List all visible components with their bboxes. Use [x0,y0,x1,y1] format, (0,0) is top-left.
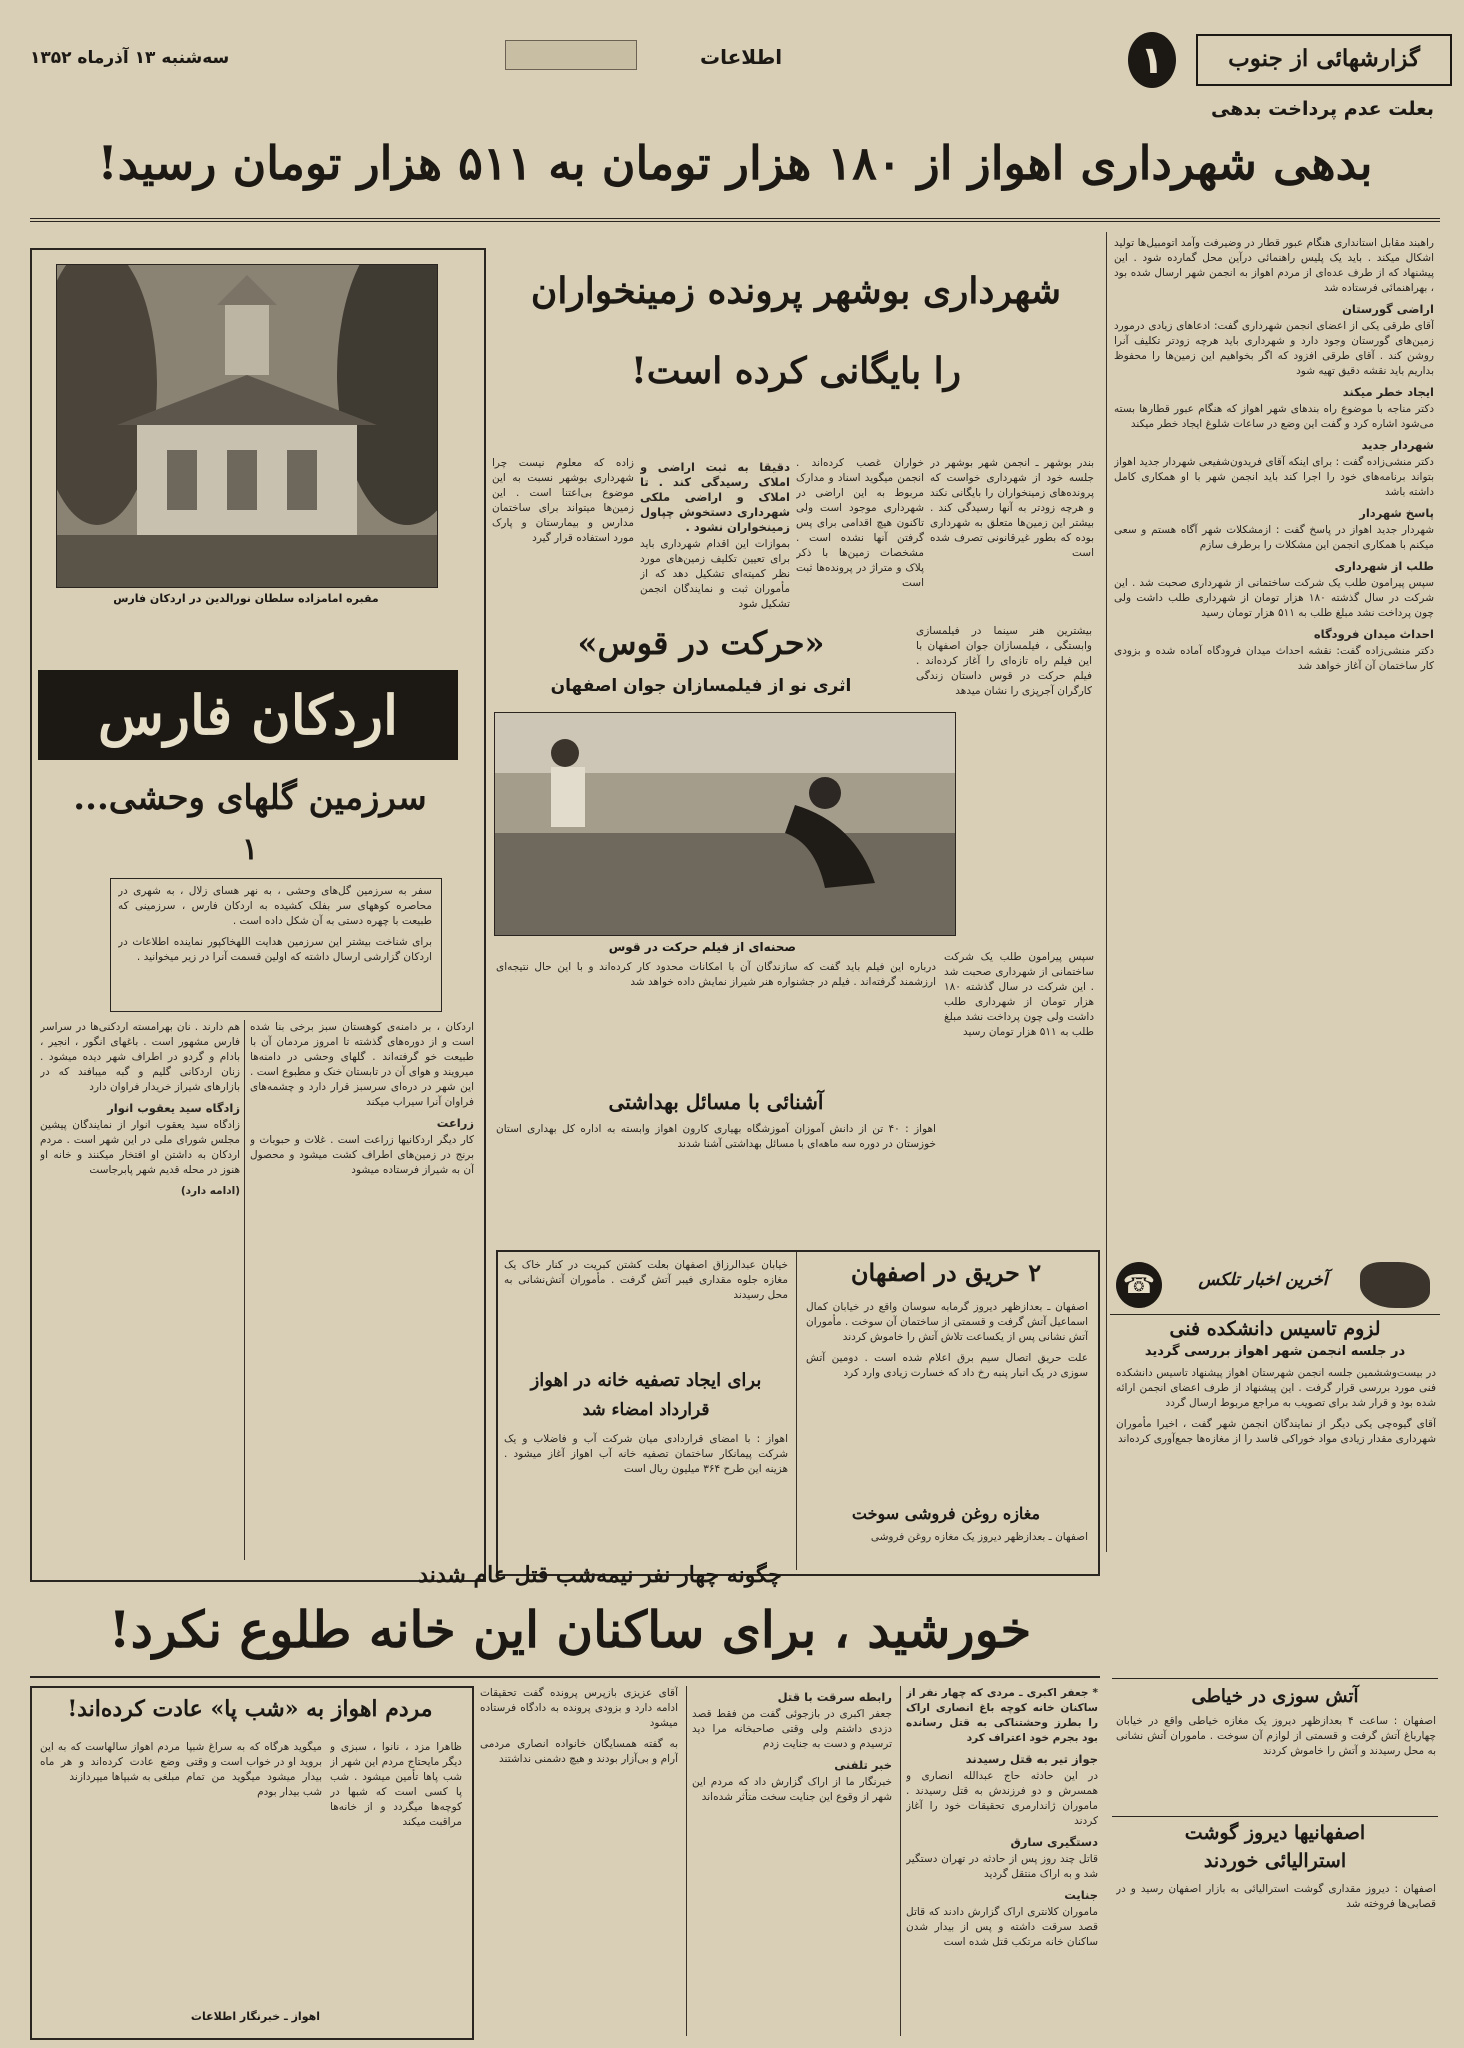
film-col-text [916,624,1092,934]
film-col-text-2 [496,960,936,1080]
lead-text-3: دکتر مناجه با موضوع راه بندهای شهر اهواز که هنگام عبور قطارها بسته می‌شود اشاره کرد و گفت این وضع در ساعات شلوغ ایجاد خطر میکند [1114,403,1434,430]
lead-text-repeat: سپس پیرامون طلب یک شرکت ساختمانی از شهرداری صحبت شد . این شرکت در سال گذشته ۱۸۰ هزار تومان از شهرداری طلب داشت ولی چون پرداخت نشد مبلغ طلب به ۵۱۱ هزار تومان رسید [944,951,1094,1038]
section-title: گزارشهائی از جنوب [1228,45,1420,72]
fire-tailor-title: آتش سوزی در خیاطی [1191,1686,1359,1707]
section-title-box [1196,34,1452,86]
murder-text-5: جعفر اکبری در بازجوئی گفت من فقط قصد دزدی داشتم ولی وقتی صاحبخانه مرا دید ترسیدم و دست به جنایت زدم [692,1708,892,1750]
telex-text-2: آقای گیوه‌چی یکی دیگر از نمایندگان انجمن شهر گفت ، اخیرا مأموران شهرداری مقدار زیادی مواد خوراکی فاسد را از مغازه‌ها جمع‌آوری کرده‌اند [1116,1418,1436,1445]
ardakan-col-right [250,1020,474,1560]
film-text-2: درباره این فیلم باید گفت که سازندگان آن با امکانات محدود کار کرده‌اند و با این حال نتیجه‌ای ارزشمند گرفته‌اند . فیلم در جشنواره هنر شیراز نمایش داده خواهد شد [496,961,936,988]
ardakan-title: سرزمین گلهای وحشی... [73,778,427,818]
ardakan-intro [118,884,432,1008]
paper-name: اطلاعات [700,45,783,69]
film-subtitle: اثری نو از فیلمسازان جوان اصفهان [550,676,852,696]
bushehr-text-3: بموازات این اقدام شهرداری باید برای تعیین تکلیف زمین‌های مورد نظر کمیته‌ای تشکیل دهد که از مأموران ثبت و نمایندگان انجمن تشکیل شود [640,538,790,610]
lead-continued-mid [944,950,1094,1240]
isfahan-text-3: اصفهان ـ بعدازظهر دیروز یک مغازه روغن فروشی [870,1531,1088,1543]
bushehr-col-3 [640,456,790,626]
ardakan-intro-text: سفر به سرزمین گل‌های وحشی ، به نهر هسای زلال ، به شهری در محاصره کوههای سر بفلک کشیده به اردکان فارس ، سرزمینی که طبیعت با چهره دستی به آن شکل داده است . [118,885,432,927]
bushehr-headline-2: را بایگانی کرده است! [630,350,962,392]
ardakan-continued: (ادامه دارد) [180,1185,240,1197]
isfahan-oil-text-col [806,1530,1088,1566]
treatment-top-col [504,1258,788,1358]
health-text-col [496,1122,936,1222]
bushehr-col-4 [492,456,634,626]
telex-text-col [1116,1366,1436,1672]
ardakan-intro-text-2: برای شناخت بیشتر این سرزمین هدایت اللهخاکپور نماینده اطلاعات در اردکان گزارشی ارسال داشته که اولین قسمت آنرا در زیر میخوانید . [118,936,432,963]
murder-text-7: آقای عزیزی بازپرس پرونده گفت تحقیقات ادامه دارد و بزودی پرونده به دادگاه فرستاده میشود [480,1687,678,1729]
telephone-icon: ☎ [1116,1262,1162,1308]
lead-text-7: دکتر منشی‌زاده گفت: نقشه احداث میدان فرودگاه آماده شده و بزودی کار ساختمان آن آغاز خواهد شد [1114,645,1434,672]
ardakan-banner [38,670,458,760]
lead-text-4: دکتر منشی‌زاده گفت : برای اینکه آقای فریدون‌شفیعی شهردار جدید اهواز بتواند برنامه‌های خود را اجرا کند باید انجمن شهر با او همکاری کامل داشته باشد [1114,456,1434,498]
lead-text-1: راهبند مقابل استانداری هنگام عبور قطار در وضیرفت وآمد اتومبیل‌ها تولید اشکال میکند . باید یک پلیس راهنمائی درآین محل گمارده شود . این پیشنهاد که از طرف عده‌ای از مردم اهواز به انجمن شهر ارسال شده بود ، بهراهنمائی فرستاده شد [1114,237,1434,294]
health-text: اهواز : ۴۰ تن از دانش آموزان آموزشگاه بهیاری کارون اهواز وابسته به اداره کل بهداری استان خوزستان در دوره سه ماهه‌ای با مسائل بهداشتی آشنا شدند [496,1123,936,1150]
lead-subhead-6: احداث میدان فرودگاه [1313,627,1434,641]
habit-title: مردم اهواز به «شب پا» عادت کرده‌اند! [67,1696,433,1722]
lead-kicker: بعلت عدم پرداخت بدهی [1211,98,1434,120]
ardakan-subhead-2: زراعت [436,1116,474,1130]
lead-subhead-5: طلب از شهرداری [1334,559,1434,573]
lead-subhead-4: پاسخ شهردار [1359,506,1434,520]
lead-text-5: شهردار جدید اهواز در پاسخ گفت : ازمشکلات شهر آگاه هستم و سعی میکنم با همکاری انجمن این مشکلات را برطرف سازم [1114,524,1434,551]
bushehr-text-2: خواران غصب کرده‌اند . انجمن میگوید اسناد و مدارک مربوط به این اراضی در شهرداری موجود است ولی تاکنون هیچ اقدامی برای پس گرفتن آنها نشده است . مشخصات زمین‌ها با ذکر پلاک و متراژ در پرونده‌ها ثبت است [796,457,924,589]
murder-text-8: به گفته همسایگان خانواده انصاری مردمی آرام و بی‌آزار بودند و هیچ دشمنی نداشتند [480,1738,678,1765]
isfahan-text-1: اصفهان ـ بعدازظهر دیروز گرمابه سوسان واقع در خیابان کمال اسماعیل آتش گرفت و قسمتی از ساختمان آن سوخت . مأموران آتش نشانی پس از یکساعت تلاش آتش را خاموش کردند [806,1301,1088,1343]
fire-tailor-text-col [1116,1714,1436,1814]
treatment-top-text: خیابان عبدالرزاق اصفهان بعلت کشتن کبریت در کنار خاک یک مغازه جلوه مقداری فیبر آتش گرفت . مأموران آتش‌نشانی به محل رسیدند [504,1259,788,1301]
lead-subhead-2: ایجاد خطر میکند [1342,385,1434,399]
telex-header: آخرین اخبار تلکس [1198,1270,1328,1290]
film-caption: صحنه‌ای از فیلم حرکت در قوس [608,940,796,954]
lead-text-2: آقای طرقی یکی از اعضای انجمن شهرداری گفت: ادعاهای زیادی درمورد زمین‌های گورستان وجود دارد و شهرداری باید هرچه زودتر تکلیف آنرا روشن کند . آقای طرقی افزود که اگر بخواهیم این زمین‌ها را محفوظ بداریم باید نقشه دقیق تهیه شود [1114,320,1434,377]
shrine-photo [56,264,438,588]
fire-tailor-text: اصفهان : ساعت ۴ بعدازظهر دیروز یک مغازه خیاطی واقع در خیابان چهارباغ آتش گرفت و قسمتی از لوازم آن سوخت . ماموران آتش نشانی به محل رسیدند و آتش را خاموش کردند [1116,1715,1436,1757]
murder-subhead-5: خبر تلفنی [834,1758,892,1772]
murder-headline: خورشید ، برای ساکنان این خانه طلوع نکرد! [108,1600,1032,1659]
ardakan-subhead-1: زادگاه سید یعقوب انوار [107,1101,240,1115]
murder-kicker: چگونه چهار نفر نیمه‌شب قتل عام شدند [418,1562,782,1588]
film-still-image [495,713,955,935]
habit-col-1 [330,1740,462,2030]
murder-text-1: * جعفر اکبری ـ مردی که چهار نفر از ساکنان خانه کوچه باغ انصاری اراک را بطرز وحشتناکی به قتل رسانده بود بجرم خود اعتراف کرد [906,1687,1098,1744]
habit-col-2 [186,1740,322,2030]
lead-headline: بدهی شهرداری اهواز از ۱۸۰ هزار تومان به ۵۱۱ هزار تومان رسید! [97,136,1373,190]
murder-subhead-3: جنایت [1064,1888,1098,1902]
bushehr-text-4: زاده که معلوم نیست چرا شهرداری بوشهر نسبت به این موضوع بی‌اعتنا است . این زمین‌ها میتواند برای ساختمان مدارس و بیمارستان و پارک مورد استفاده قرار گیرد [492,457,634,544]
page-number: ۱ [1140,38,1164,82]
masthead [0,0,1464,90]
shrine-image [57,265,437,587]
habit-credit: اهواز ـ خبرنگار اطلاعات [190,2010,320,2023]
ardakan-col-4-text: کار دیگر اردکانیها زراعت است . غلات و حبوبات و برنج در زمین‌های اطراف کشت میشود و محصول آن به شیراز فرستاده میشود [250,1134,474,1176]
isfahan-fire-title: ۲ حریق در اصفهان [850,1258,1042,1287]
issue-date: سه‌شنبه ۱۳ آذرماه ۱۳۵۲ [30,48,230,68]
murder-col-3 [480,1686,678,2036]
iran-map-icon [1360,1262,1430,1308]
telex-title-1: لزوم تاسیس دانشکده فنی [1169,1318,1381,1340]
treatment-text-col [504,1432,788,1564]
shrine-photo-caption: مقبره امامزاده سلطان نورالدین در اردکان فارس [113,592,379,605]
murder-text-4: ماموران کلانتری اراک گزارش دادند که قاتل قصد سرقت داشته و پس از بیدار شدن ساکنان خانه مرتکب قتل شده است [906,1906,1098,1948]
lead-text-6: سپس پیرامون طلب یک شرکت ساختمانی از شهرداری صحبت شد . این شرکت در سال گذشته ۱۸۰ هزار تومان از شهرداری طلب داشت ولی چون پرداخت نشد مبلغ طلب به ۵۱۱ هزار تومان رسید [1114,577,1434,619]
murder-col-2 [692,1686,892,2036]
isfahan-oil-shop-title: مغازه روغن فروشی سوخت [851,1504,1041,1523]
meat-title-1: اصفهانیها دیروز گوشت [1184,1822,1366,1844]
lead-subhead-3: شهردار جدید [1361,438,1434,452]
meat-text: اصفهان : دیروز مقداری گوشت استرالیائی به بازار اصفهان رسید و در قصابی‌ها فروخته شد [1116,1883,1436,1910]
bushehr-col-2 [796,456,924,626]
murder-subhead-1: جواز تیر به قتل رسیدند [965,1752,1098,1766]
treatment-title-1: برای ایجاد تصفیه خانه در اهواز [530,1370,762,1391]
bushehr-subhead-1: دقیقا به ثبت اراضی و املاک رسیدگی کند . تا املاک و اراضی ملکی شهرداری دستخوش چپاول زمینخواران نشود . [640,460,790,534]
murder-col-1 [906,1686,1098,2036]
bushehr-text-1: بندر بوشهر ـ انجمن شهر بوشهر در جلسه خود از شهرداری خواست که پرونده‌های زمینخواران را بایگانی نکند و هرچه زودتر به آنها رسیدگی کند . بیشتر این زمین‌ها متعلق به شهرداری بوده که بطور غیرقانونی تصرف شده است [930,457,1094,559]
murder-text-6: خبرنگار ما از اراک گزارش داد که مردم این شهر از وقوع این جنایت سخت متأثر شده‌اند [692,1776,892,1803]
bushehr-headline-1: شهرداری بوشهر پرونده زمینخواران [530,270,1062,312]
isfahan-text-2: علت حریق اتصال سیم برق اعلام شده است . دومین آتش سوزی در یک انبار پنبه رخ داد که خسارت زیادی وارد کرد [806,1352,1088,1379]
murder-text-2: در این حادثه حاج عبدالله انصاری و همسرش و دو فرزندش به قتل رسیدند . ماموران ژاندارمری تحقیقات خود را آغاز کردند [906,1770,1098,1827]
ardakan-col-left [40,1020,240,1560]
page-number-badge [1128,32,1176,88]
ardakan-col-2-text: هم دارند . نان بهرامسته اردکنی‌ها در سراسر فارس مشهور است . باغهای انگور ، انجیر ، بادام و گردو در اطراف شهر دیده میشود . زنان اردکانی گلیم و گبه میبافند که در بازارهای شیراز خریدار فراوان دارد [40,1021,240,1093]
habit-text-2: میگوید هرگاه که به سراغ شبپا بروید او در خواب است و وقتی بیدار میشود میگوید من تمام شب بیدار بودم [186,1741,322,1798]
habit-col-3 [40,1740,180,2000]
murder-text-3: قاتل چند روز پس از حادثه در تهران دستگیر شد و به اراک منتقل گردید [906,1853,1098,1880]
habit-text-3: مردم اهواز سالهاست که به این وضع عادت کرده‌اند و هر ماه مبلغی به شبپاها میپردازند [40,1741,180,1783]
habit-text-1: ظاهرا مزد ، نانوا ، سبزی و دیگر مایحتاج مردم این شهر از شب پاها تأمین میشود . شب پا کسی است که شبها در کوچه‌ها میگردد و از خانه‌ها مراقبت میکند [330,1741,462,1828]
treatment-title-2: قرارداد امضاء شد [582,1400,710,1420]
telex-text-1: در بیست‌وششمین جلسه انجمن شهرستان اهواز پیشنهاد تاسیس دانشکده فنی مورد بررسی قرار گرفت . این پیشنهاد از طرف اعضای انجمن ارائه شده بود و قرار شد برای تصویب به مراجع مربوط ارسال گردد [1116,1367,1436,1409]
murder-subhead-2: دستگیری سارق [1010,1835,1098,1849]
ardakan-col-3-text: زادگاه سید یعقوب انوار از نمایندگان پیشین مجلس شورای ملی در این شهر است . مردم اردکان به داشتن او افتخار میکنند و خانه او هنوز در محله قدیم شهر پابرجاست [40,1119,240,1176]
ardakan-banner-text: اردکان فارس [97,683,398,747]
telex-header-box [1110,1256,1440,1315]
film-title: «حرکت در قوس» [577,624,825,662]
meat-text-col [1116,1882,1436,2032]
film-still [494,712,956,936]
murder-subhead-4: رابطه سرقت با قتل [777,1690,892,1704]
ardakan-col-1-text: اردکان ، بر دامنه‌ی کوهستان سبز برخی بنا شده است و از دوره‌های گذشته تا امروز مردمان آن با طبیعت خو گرفته‌اند . گلهای وحشی در دامنه‌ها میرویند و هوای آن در تابستان خنک و مطبوع است . این شهر در دره‌ای سرسبز قرار دارد و چشمه‌های فراوان آنرا سیراب میکند [250,1021,474,1108]
lead-subhead-1: اراضی گورستان [1342,302,1434,316]
treatment-text: اهواز : با امضای قراردادی میان شرکت آب و فاضلاب و یک شرکت پیمانکار ساختمان تصفیه خانه آب اهواز آغاز میشود . هزینه این طرح ۳۶۴ میلیون ریال است [504,1433,788,1475]
isfahan-text-col [806,1300,1088,1500]
meat-title-2: استرالیائی خوردند [1203,1850,1347,1872]
film-text-1: بیشترین هنر سینما در فیلمسازی وابستگی ، فیلمسازان جوان اصفهان با این فیلم راه تازه‌ای را آغاز کرده‌اند . فیلم حرکت در قوس داستان زندگی کارگران آجرپزی را نشان میدهد [916,625,1092,697]
ardakan-part-number: ۱ [241,832,259,867]
lead-column [1114,236,1434,1246]
bushehr-col-1 [930,456,1094,626]
masthead-stamp [505,40,637,70]
telex-title-2: در جلسه انجمن شهر اهواز بررسی گردید [1144,1344,1406,1359]
health-title: آشنائی با مسائل بهداشتی [608,1090,824,1114]
